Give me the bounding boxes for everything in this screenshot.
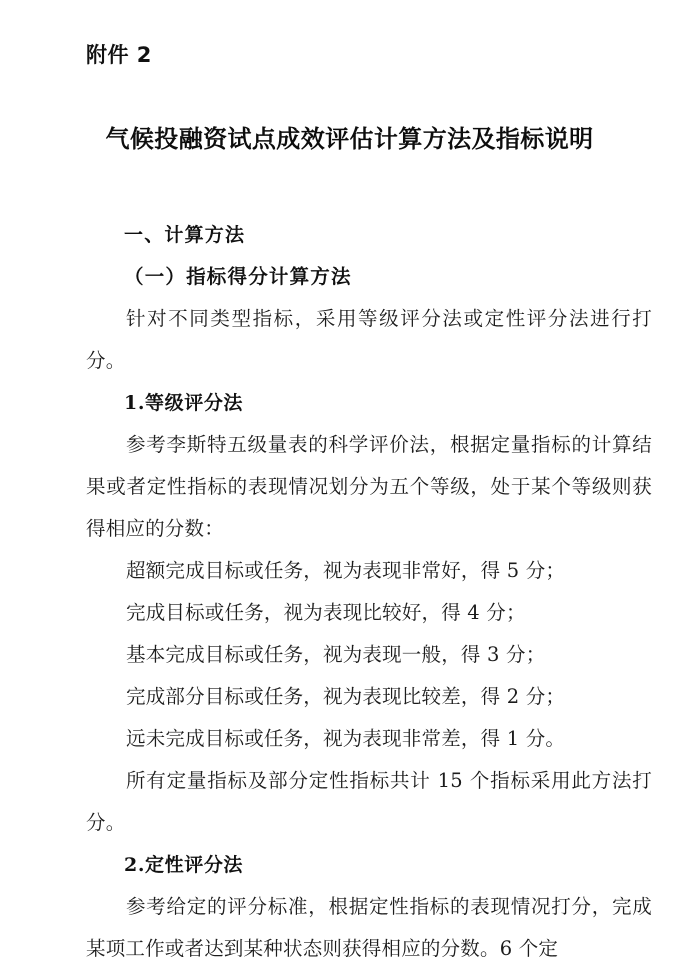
method-heading-grade-scoring: 1.等级评分法: [124, 392, 244, 414]
paragraph-qualitative-scoring-description: 参考给定的评分标准，根据定性指标的表现情况打分，完成某项工作或者达到某种状态则获得相应的分数。6 个定: [86, 895, 652, 960]
subsection-heading-indicator-score-method: （一）指标得分计算方法: [124, 265, 352, 288]
grade-rule-line-3: 基本完成目标或任务，视为表现一般，得 3 分；: [126, 643, 546, 666]
grade-rule-line-5: 远未完成目标或任务，视为表现非常差，得 1 分。: [126, 727, 566, 750]
document-body: [86, 214, 652, 970]
attachment-label: 附件 2: [86, 43, 152, 67]
section-heading-calculation-method: 一、计算方法: [124, 224, 246, 246]
grade-rule-line-4: 完成部分目标或任务，视为表现比较差，得 2 分；: [126, 685, 566, 708]
paragraph-grade-scoring-indicator-count: 所有定量指标及部分定性指标共计 15 个指标采用此方法打分。: [86, 769, 652, 834]
method-heading-qualitative-scoring: 2.定性评分法: [124, 854, 244, 876]
paragraph-grade-scoring-description: 参考李斯特五级量表的科学评价法，根据定量指标的计算结果或者定性指标的表现情况划分为五个等级，处于某个等级则获得相应的分数：: [86, 433, 652, 540]
page-title: 气候投融资试点成效评估计算方法及指标说明: [105, 125, 594, 153]
grade-rule-line-2: 完成目标或任务，视为表现比较好，得 4 分；: [126, 601, 526, 624]
grade-rule-line-1: 超额完成目标或任务，视为表现非常好，得 5 分；: [126, 559, 566, 582]
paragraph-intro: 针对不同类型指标，采用等级评分法或定性评分法进行打分。: [86, 307, 652, 372]
